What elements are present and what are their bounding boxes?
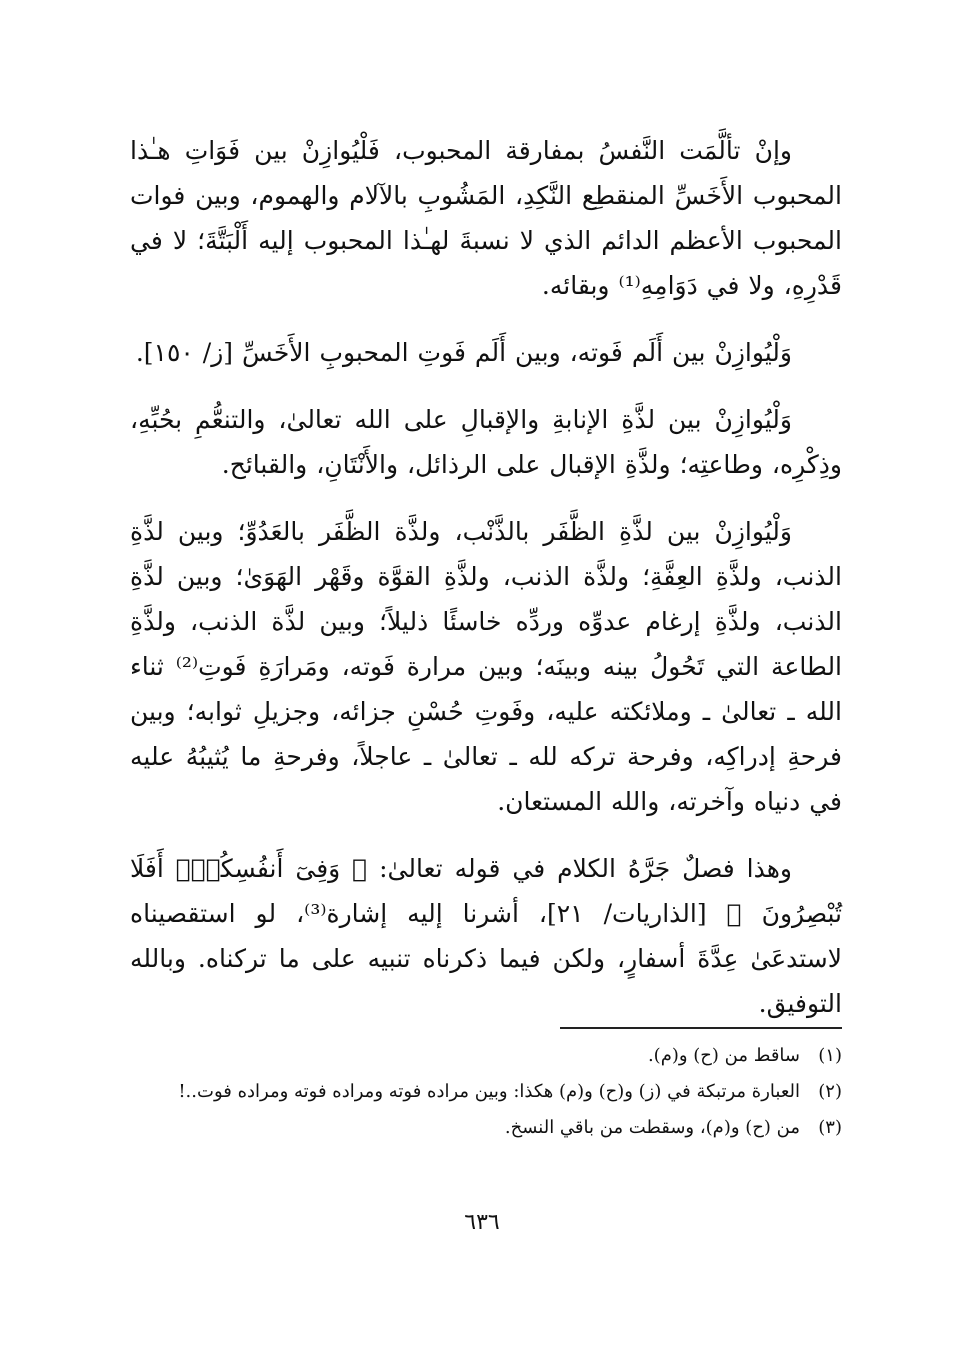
footnotes (130, 1040, 842, 1148)
paragraph-3: وَلْيُوازِنْ بين لذَّةِ الإنابةِ والإقبالِ على الله تعالىٰ، والتنعُّمِ بحُبِّهِ، وذِكْرِه، وطاعتِه؛ ولذَّةِ الإقبال على الرذائل، والأَنْتَانِ، والقبائح. (130, 405, 842, 479)
main-text (130, 128, 842, 1048)
footnote-number: (١) (818, 1045, 842, 1066)
footnote-text: ساقط من (ح) و(م). (647, 1045, 800, 1066)
footnote-3 (130, 1112, 842, 1144)
footnote-2 (130, 1076, 842, 1108)
footnote-1 (130, 1040, 842, 1072)
footnote-text: من (ح) و(م)، وسقطت من باقي النسخ. (504, 1117, 800, 1138)
paragraph-2: وَلْيُوازِنْ بين أَلَم فَوته، وبين أَلَم فَوتِ المحبوبِ الأَخَسِّ [ز/ ١٥٠]. (135, 338, 792, 367)
page-number: ٦٣٦ (464, 1210, 500, 1235)
footnote-number: (٣) (818, 1117, 842, 1138)
footnote-divider (560, 1027, 842, 1029)
paragraph-4: وَلْيُوازِنْ بين لذَّةِ الظَّفَر بالذَّنْب، ولذَّة الظَّفَر بالعَدُوِّ؛ وبين لذَّةِ الذنب، ولذَّةِ العِفَّةِ؛ ولذَّة الذنب، ولذَّةِ القوَّة وقَهْر الهَوَىٰ؛ وبين لذَّةِ الذنب، ولذَّةِ إرغام عدوِّه وردِّه خاسئًا ذليلاً؛ وبين لذَّة الذنب، ولذَّةِ الطاعة التي تَحُولُ بينه وبينَه؛ وبين مرارة فَوته، ومَرارَةِ فَوتِ⁽²⁾ ثناء الله ـ تعالىٰ ـ وملائكته عليه، وفَوتِ حُسْنِ جزائه، وجزيلِ ثوابه؛ وبين فرحةِ إدراكِه، وفرحة تركه لله ـ تعالىٰ ـ عاجلاً، وفرحةِ ما يُثيبُهُ عليه في دنياه وآخرته، والله المستعان. (130, 517, 843, 816)
paragraph-1: وإنْ تألَّمَت النَّفسُ بمفارقة المحبوب، فَلْيُوازِنْ بين فَوَاتِ هـٰذا المحبوب الأَخَسِّ المنقطِع النَّكِدِ، المَشُوبِ بالآلام والهموم، وبين فوات المحبوب الأعظم الدائم الذي لا نسبةَ لهـٰذا المحبوب إليه أَلْبَتَّةَ؛ لا في قَدْرِهِ، ولا في دَوَامِهِ⁽¹⁾ وبقائه. (130, 136, 842, 300)
footnote-number: (٢) (818, 1081, 842, 1102)
footnote-text: العبارة مرتبكة في (ز) و(ح) و(م) هكذا: وبين مراده فوته ومراده فوته ومراده فوت..! (178, 1081, 800, 1102)
paragraph-5: وهذا فصلٌ جَرَّهُ الكلام في قوله تعالىٰ: ﴿ وَفِىٓ أَنفُسِكُمْۚ أَفَلَا تُبْصِرُونَ ﴾ [الذاريات/ ٢١]، أشرنا إليه إشارة⁽³⁾، لو استقصيناه لاستدعَىٰ عِدَّةَ أسفارٍ، ولكن فيما ذكرناه تنبيه على ما تركناه. وبالله التوفيق. (130, 854, 842, 1018)
